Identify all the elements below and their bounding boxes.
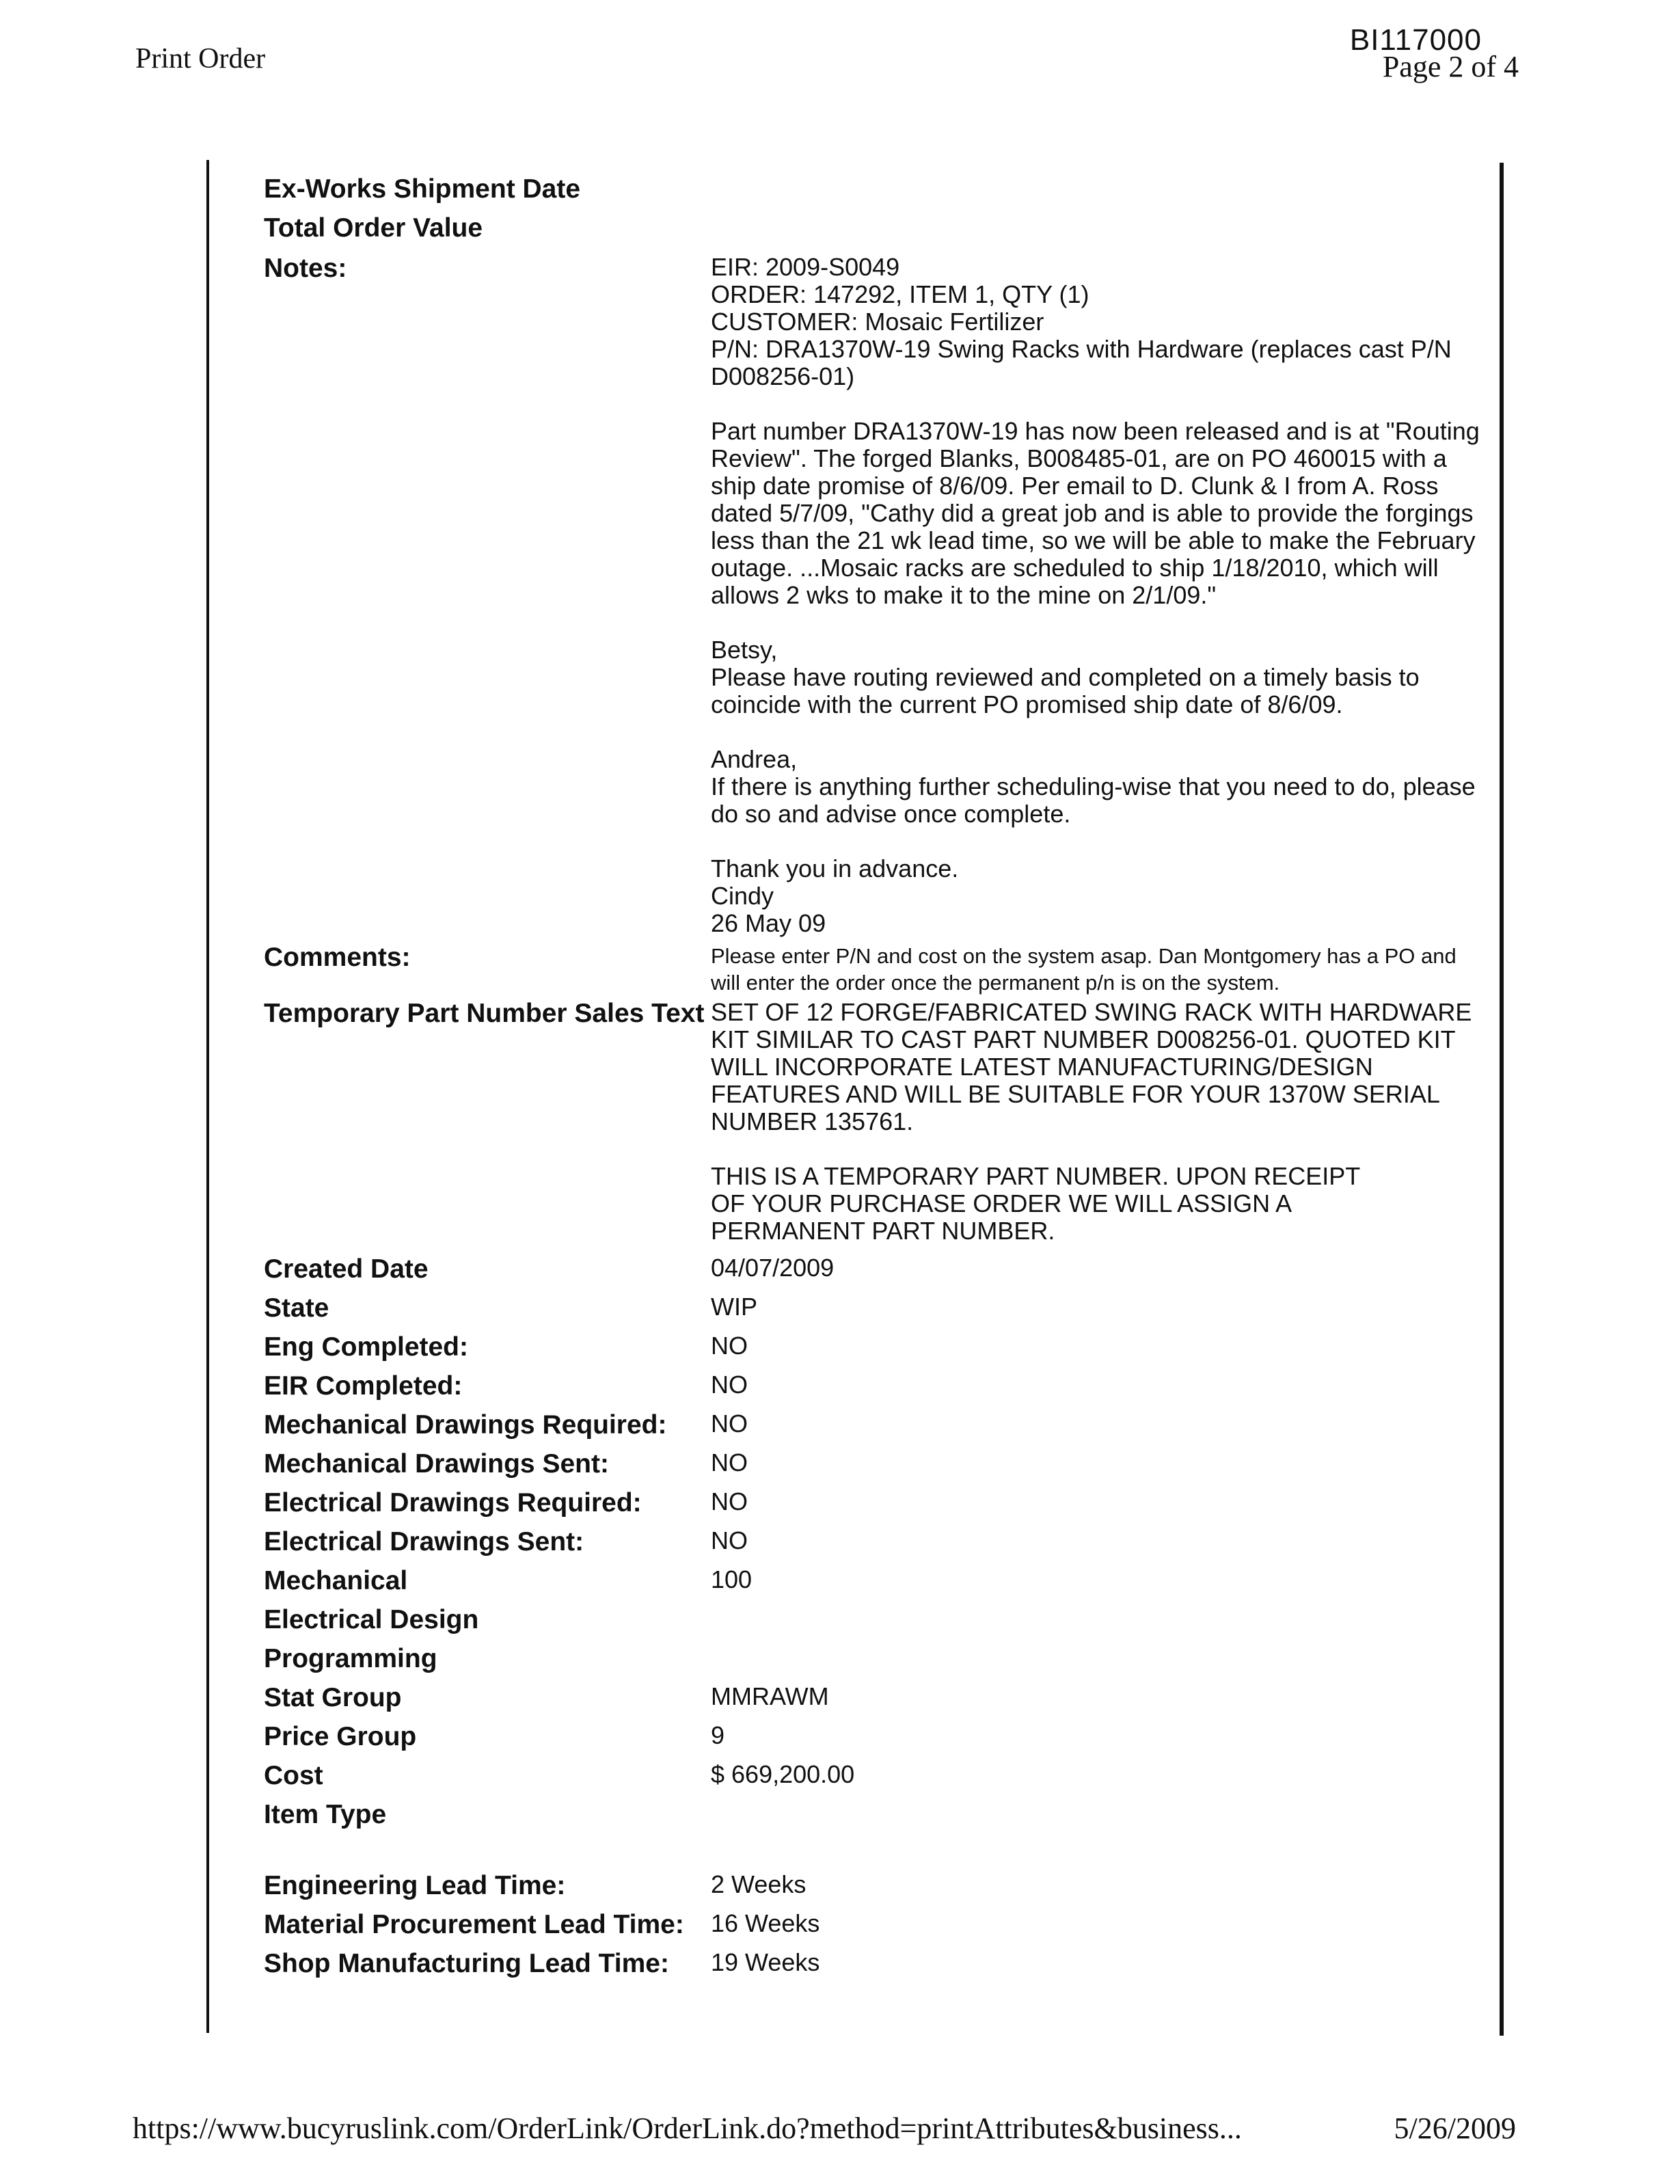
lead-time-row bbox=[264, 1949, 1487, 1988]
attribute-value: NO bbox=[711, 1526, 748, 1554]
attribute-label: Mechanical Drawings Sent: bbox=[264, 1449, 609, 1479]
lead-time-label: Engineering Lead Time: bbox=[264, 1871, 566, 1900]
document-id: BI117000 bbox=[1349, 23, 1482, 57]
attribute-value: 100 bbox=[711, 1565, 753, 1593]
footer-url: https://www.bucyruslink.com/OrderLink/OrderLink.do?method=printAttributes&business... bbox=[133, 2112, 1242, 2145]
lead-time-label: Shop Manufacturing Lead Time: bbox=[264, 1949, 669, 1978]
lead-time-value: 19 Weeks bbox=[711, 1948, 820, 1976]
attribute-value: NO bbox=[711, 1448, 748, 1477]
notes-paragraph: Andrea, If there is anything further scheduling-wise that you need to do, please do so and advise once complete. bbox=[711, 745, 1476, 828]
attribute-label: Electrical Drawings Sent: bbox=[264, 1527, 584, 1556]
lead-time-row bbox=[264, 1871, 1487, 1910]
comments-label: Comments: bbox=[264, 943, 411, 972]
attribute-label: Stat Group bbox=[264, 1683, 402, 1712]
attribute-label: Mechanical bbox=[264, 1566, 408, 1595]
attribute-label: State bbox=[264, 1293, 329, 1323]
field-row-total-order-value bbox=[264, 213, 1487, 252]
attribute-row bbox=[264, 1683, 1487, 1722]
attribute-row bbox=[264, 1761, 1487, 1800]
attribute-row bbox=[264, 1800, 1487, 1839]
print-header-title: Print Order bbox=[135, 43, 266, 75]
field-label: Ex-Works Shipment Date bbox=[264, 174, 581, 204]
attribute-row bbox=[264, 1254, 1487, 1293]
temp-part-text bbox=[711, 999, 1487, 1245]
attribute-label: Item Type bbox=[264, 1800, 387, 1829]
attribute-value: 9 bbox=[711, 1721, 725, 1749]
attribute-label: Eng Completed: bbox=[264, 1332, 468, 1362]
lead-time-row bbox=[264, 1910, 1487, 1949]
attribute-row bbox=[264, 1644, 1487, 1683]
attribute-row bbox=[264, 1332, 1487, 1371]
attribute-label: EIR Completed: bbox=[264, 1371, 463, 1401]
attribute-label: Electrical Design bbox=[264, 1605, 479, 1634]
temp-part-paragraph: SET OF 12 FORGE/FABRICATED SWING RACK WITH HARDWARE KIT SIMILAR TO CAST PART NUMBER D008256-01. QUOTED KIT WILL INCORPORATE LATEST MANUFACTURING/DESIGN FEATURES AND WILL BE SUITABLE FOR YOUR 1370W SERIAL NUMBER 135761. bbox=[711, 998, 1472, 1135]
attribute-row bbox=[264, 1371, 1487, 1410]
attribute-value: NO bbox=[711, 1332, 748, 1360]
attribute-row bbox=[264, 1566, 1487, 1605]
attribute-row bbox=[264, 1410, 1487, 1449]
attribute-value: NO bbox=[711, 1410, 748, 1438]
attribute-value: NO bbox=[711, 1487, 748, 1515]
notes-text bbox=[711, 254, 1487, 937]
right-border-line bbox=[1500, 163, 1504, 2036]
lead-time-list bbox=[264, 1871, 1487, 1988]
left-border-line bbox=[206, 160, 209, 2033]
lead-time-value: 2 Weeks bbox=[711, 1870, 807, 1898]
attribute-label: Cost bbox=[264, 1761, 323, 1790]
footer-date: 5/26/2009 bbox=[1394, 2112, 1516, 2145]
notes-paragraph: Part number DRA1370W-19 has now been released and is at "Routing Review". The forged Blanks, B008485-01, are on PO 460015 with a ship date promise of 8/6/09. Per email to D. Clunk & I from A. Ross dated 5/7/09, "Cathy did a great job and is able to provide the forgings less than the 21 wk lead time, so we will be able to make the February outage. ...Mosaic racks are scheduled to ship 1/18/2010, which will allows 2 wks to make it to the mine on 2/1/09." bbox=[711, 417, 1480, 609]
attribute-row bbox=[264, 1293, 1487, 1332]
attribute-row bbox=[264, 1722, 1487, 1761]
attribute-value: WIP bbox=[711, 1293, 757, 1321]
attribute-row bbox=[264, 1527, 1487, 1566]
field-label: Total Order Value bbox=[264, 213, 483, 243]
attribute-value: $ 669,200.00 bbox=[711, 1760, 855, 1788]
order-attributes-table bbox=[264, 174, 1487, 1988]
lead-time-label: Material Procurement Lead Time: bbox=[264, 1910, 684, 1939]
temp-part-paragraph: THIS IS A TEMPORARY PART NUMBER. UPON RECEIPT OF YOUR PURCHASE ORDER WE WILL ASSIGN A PERMANENT PART NUMBER. bbox=[711, 1162, 1361, 1245]
attribute-list bbox=[264, 1254, 1487, 1839]
attribute-label: Price Group bbox=[264, 1722, 417, 1751]
attribute-label: Created Date bbox=[264, 1254, 429, 1284]
notes-paragraph: EIR: 2009-S0049 ORDER: 147292, ITEM 1, QTY (1) CUSTOMER: Mosaic Fertilizer P/N: DRA1370W-19 Swing Racks with Hardware (replaces cast P/N D008256-01) bbox=[711, 253, 1452, 390]
attribute-value: 04/07/2009 bbox=[711, 1254, 835, 1282]
attribute-row bbox=[264, 1605, 1487, 1644]
notes-paragraph: Thank you in advance. Cindy 26 May 09 bbox=[711, 854, 959, 937]
page-number: Page 2 of 4 bbox=[1382, 50, 1519, 83]
comments-text: Please enter P/N and cost on the system asap. Dan Montgomery has a PO and will enter the order once the permanent p/n is on the system. bbox=[711, 944, 1457, 995]
attribute-value: MMRAWM bbox=[711, 1682, 829, 1710]
attribute-label: Mechanical Drawings Required: bbox=[264, 1410, 667, 1440]
lead-time-value: 16 Weeks bbox=[711, 1909, 820, 1937]
attribute-row bbox=[264, 1488, 1487, 1527]
attribute-value: NO bbox=[711, 1371, 748, 1399]
notes-row bbox=[264, 254, 1487, 937]
notes-paragraph: Betsy, Please have routing reviewed and completed on a timely basis to coincide with the current PO promised ship date of 8/6/09. bbox=[711, 636, 1420, 718]
temp-part-row bbox=[264, 999, 1487, 1245]
comments-row bbox=[264, 943, 1487, 996]
attribute-label: Electrical Drawings Required: bbox=[264, 1488, 642, 1518]
attribute-row bbox=[264, 1449, 1487, 1488]
notes-label: Notes: bbox=[264, 254, 347, 283]
field-row-ex-works bbox=[264, 174, 1487, 213]
attribute-label: Programming bbox=[264, 1644, 437, 1673]
temp-part-label: Temporary Part Number Sales Text bbox=[264, 999, 705, 1028]
